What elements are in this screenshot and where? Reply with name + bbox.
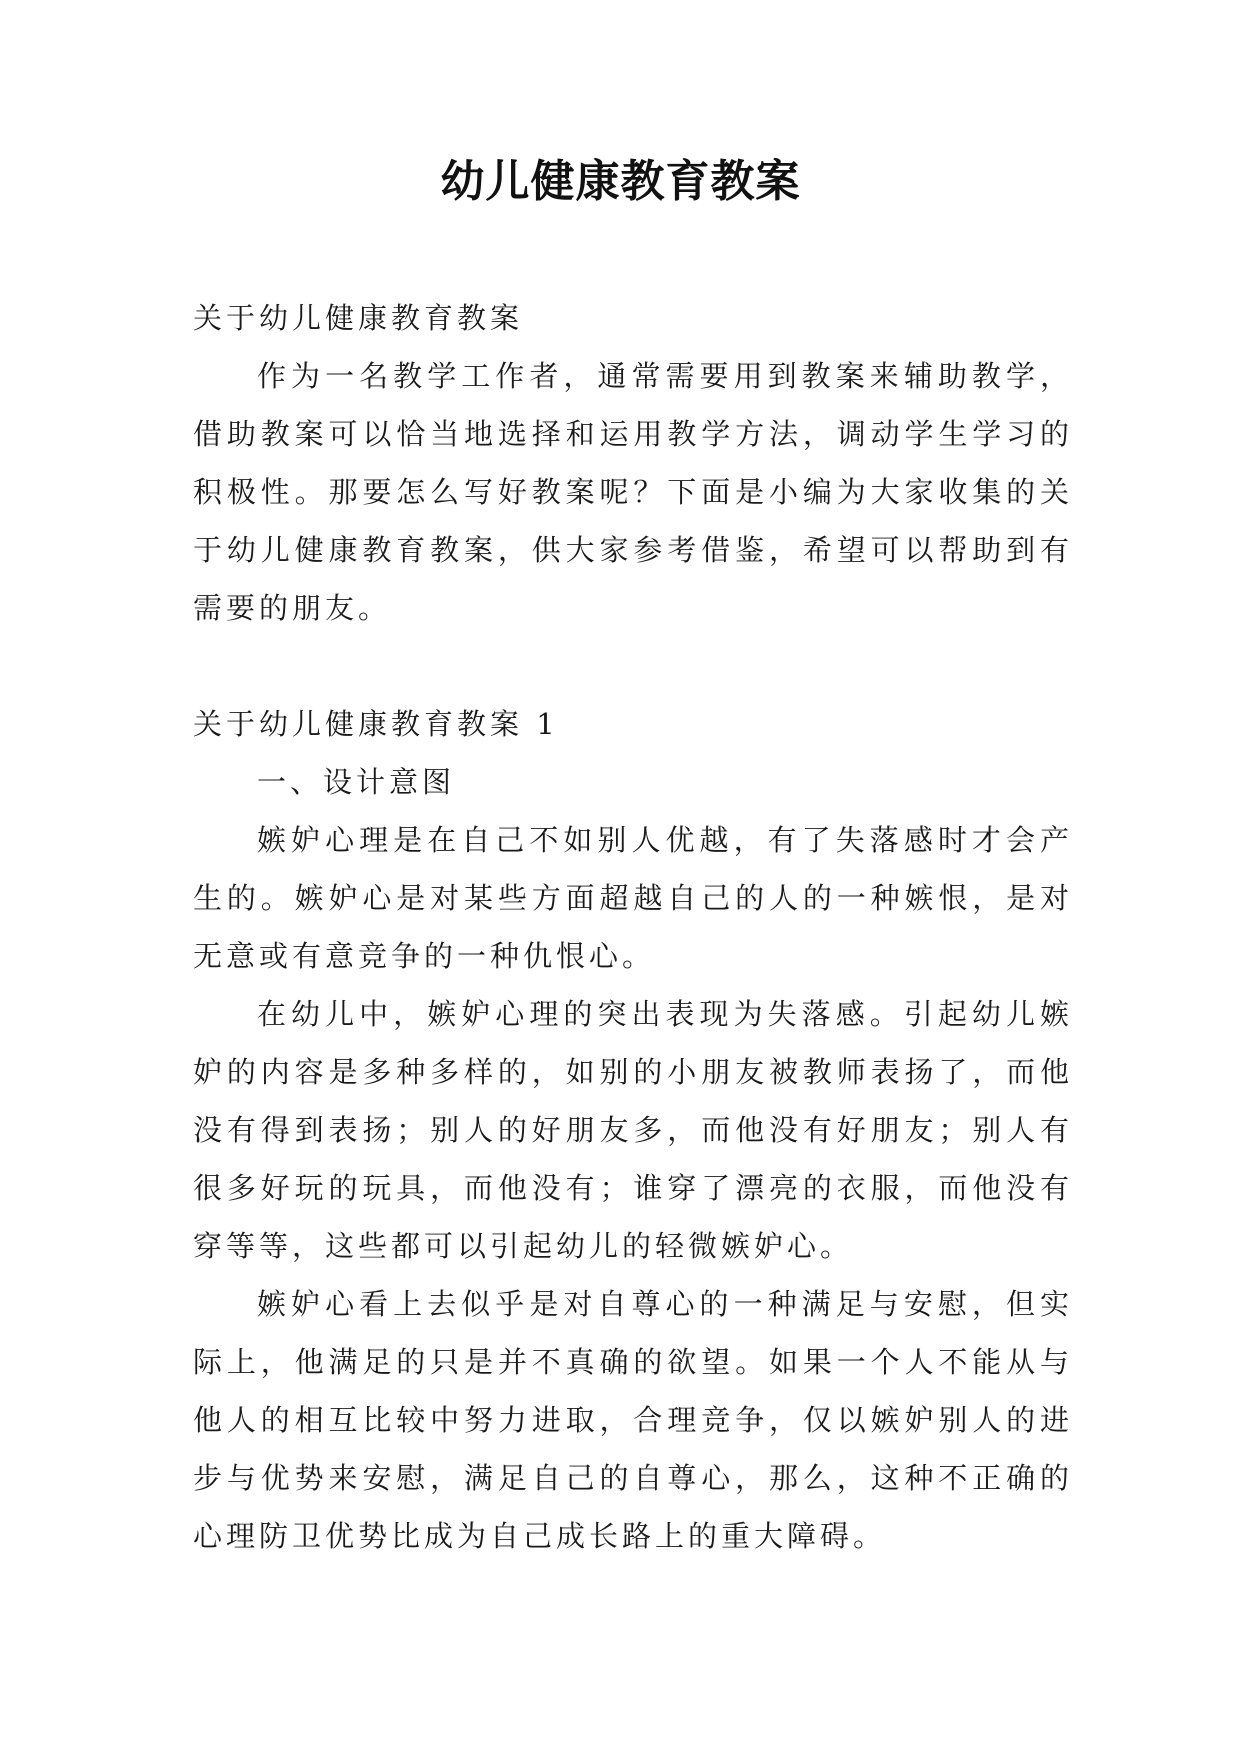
document-subtitle: 关于幼儿健康教育教案 xyxy=(193,301,524,335)
section-subheading: 一、设计意图 xyxy=(257,765,456,799)
section-spacer xyxy=(193,637,1073,695)
section-heading: 关于幼儿健康教育教案 1 xyxy=(193,707,559,741)
body-paragraph-2: 在幼儿中，嫉妒心理的突出表现为失落感。引起幼儿嫉妒的内容是多种多样的，如别的小朋友被教师表扬了，而他没有得到表扬；别人的好朋友多，而他没有好朋友；别人有很多好玩的玩具，而他没有；谁穿了漂亮的衣服，而他没有穿等等，这些都可以引起幼儿的轻微嫉妒心。 xyxy=(193,997,1073,1263)
body-paragraph-1: 嫉妒心理是在自己不如别人优越，有了失落感时才会产生的。嫉妒心是对某些方面超越自己的人的一种嫉恨，是对无意或有意竞争的一种仇恨心。 xyxy=(193,823,1073,973)
document-body xyxy=(193,289,1073,1565)
body-paragraph-3: 嫉妒心看上去似乎是对自尊心的一种满足与安慰，但实际上，他满足的只是并不真确的欲望。如果一个人不能从与他人的相互比较中努力进取，合理竞争，仅以嫉妒别人的进步与优势来安慰，满足自己的自尊心，那么，这种不正确的心理防卫优势比成为自己成长路上的重大障碍。 xyxy=(193,1287,1073,1553)
intro-paragraph: 作为一名教学工作者，通常需要用到教案来辅助教学，借助教案可以恰当地选择和运用教学方法，调动学生学习的积极性。那要怎么写好教案呢？下面是小编为大家收集的关于幼儿健康教育教案，供大家参考借鉴，希望可以帮助到有需要的朋友。 xyxy=(193,359,1073,625)
document-title: 幼儿健康教育教案 xyxy=(440,156,801,207)
